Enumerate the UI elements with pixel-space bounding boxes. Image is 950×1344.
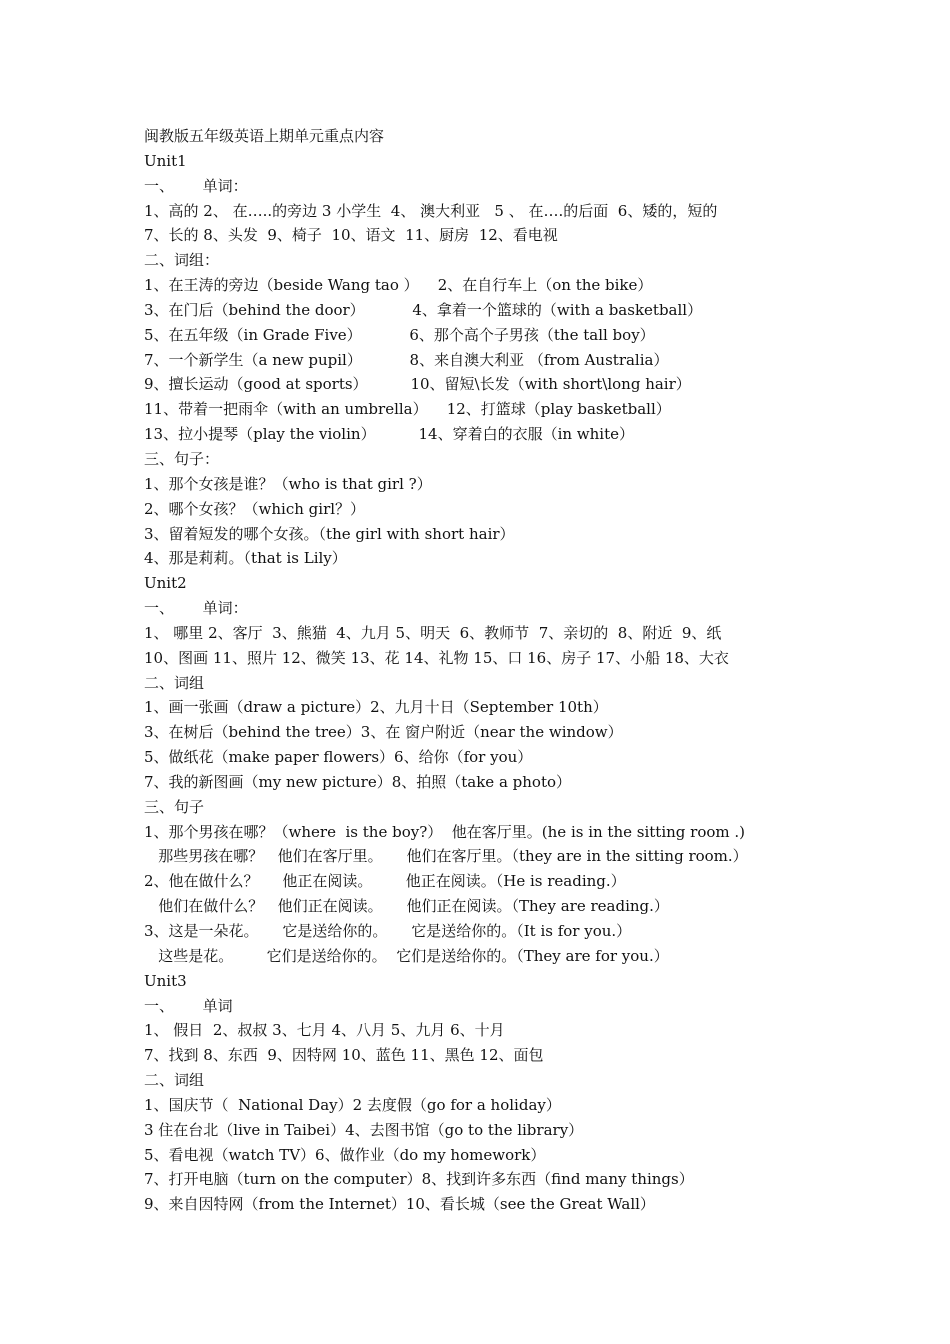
text-line: 5、在五年级（in Grade Five） 6、那个高个子男孩（the tall boy）	[144, 325, 655, 344]
text-line: 三、句子	[144, 797, 205, 816]
text-line: 二、词组	[144, 1071, 205, 1090]
text-line: 1、那个男孩在哪？（where is the boy?） 他在客厅里。(he is in the sitting room .)	[144, 822, 745, 841]
text-line: 1、那个女孩是谁？（who is that girl ?）	[144, 474, 432, 493]
text-line: 一、 单词：	[144, 599, 248, 618]
text-line: 5、做纸花（make paper flowers）6、给你（for you）	[144, 748, 533, 767]
text-line: Unit1	[144, 151, 187, 170]
text-line: 5、看电视（watch TV）6、做作业（do my homework）	[144, 1145, 546, 1164]
text-line: 闽教版五年级英语上期单元重点内容	[144, 127, 385, 145]
text-line: 3 住在台北（live in Taibei）4、去图书馆（go to the library）	[144, 1120, 584, 1139]
text-line: Unit3	[144, 971, 187, 990]
text-line: 1、国庆节（ National Day）2 去度假（go for a holiday）	[144, 1095, 561, 1114]
text-line: 3、在门后（behind the door） 4、拿着一个篮球的（with a basketball）	[144, 300, 703, 319]
text-line: 1、 假日 2、叔叔 3、七月 4、八月 5、九月 6、十月	[144, 1021, 505, 1040]
text-line: 1、高的 2、 在…..的旁边 3 小学生 4、 澳大利亚 5 、 在….的后面 6、矮的，短的	[144, 201, 718, 220]
text-line: 7、一个新学生（a new pupil） 8、来自澳大利亚 （from Australia）	[144, 350, 669, 369]
document-page	[144, 124, 844, 1217]
text-line: 9、擅长运动（good at sports） 10、留短\长发（with short\long hair）	[144, 375, 691, 394]
text-line: 4、那是莉莉。（that is Lily）	[144, 549, 347, 568]
text-line: 1、在王涛的旁边（beside Wang tao ） 2、在自行车上（on the bike）	[144, 276, 653, 295]
text-line: 一、 单词	[144, 996, 233, 1015]
text-line: 2、哪个女孩？（which girl？）	[144, 499, 366, 518]
text-line: 3、这是一朵花。 它是送给你的。 它是送给你的。（It is for you.）	[144, 922, 632, 940]
text-line: 13、拉小提琴（play the violin） 14、穿着白的衣服（in white）	[144, 425, 634, 444]
text-line: 11、带着一把雨伞（with an umbrella） 12、打篮球（play basketball）	[144, 400, 671, 419]
text-line: 三、句子：	[144, 449, 220, 468]
text-line: 2、他在做什么？ 他正在阅读。 他正在阅读。（He is reading.）	[144, 872, 626, 891]
text-line: 9、来自因特网（from the Internet）10、看长城（see the Great Wall）	[144, 1195, 655, 1214]
text-line: 7、打开电脑（turn on the computer）8、找到许多东西（find many things）	[144, 1170, 694, 1189]
text-line: 1、 哪里 2、客厅 3、熊猫 4、九月 5、明天 6、教师节 7、亲切的 8、附近 9、纸	[144, 623, 722, 642]
text-line: 他们在做什么？ 他们正在阅读。 他们正在阅读。（They are reading.）	[144, 897, 669, 916]
text-line: 二、词组：	[144, 251, 220, 270]
text-line: 1、画一张画（draw a picture）2、九月十日（September 10th）	[144, 698, 608, 717]
text-line: 7、找到 8、东西 9、因特网 10、蓝色 11、黑色 12、面包	[144, 1046, 544, 1065]
text-line: 10、图画 11、照片 12、微笑 13、花 14、礼物 15、口 16、房子 17、小船 18、大衣	[144, 648, 729, 667]
text-line: 7、长的 8、头发 9、椅子 10、语文 11、厨房 12、看电视	[144, 226, 558, 245]
text-line: 这些是花。 它们是送给你的。 它们是送给你的。（They are for you.）	[144, 946, 669, 965]
text-line: 3、留着短发的哪个女孩。（the girl with short hair）	[144, 524, 515, 543]
text-line: 一、 单词：	[144, 176, 248, 195]
text-line: Unit2	[144, 574, 187, 593]
text-line: 3、在树后（behind the tree）3、在 窗户附近（near the window）	[144, 723, 623, 742]
text-line: 7、我的新图画（my new picture）8、拍照（take a photo）	[144, 772, 572, 791]
text-line: 那些男孩在哪？ 他们在客厅里。 他们在客厅里。（they are in the sitting room.）	[144, 847, 748, 866]
text-line: 二、词组	[144, 673, 205, 692]
